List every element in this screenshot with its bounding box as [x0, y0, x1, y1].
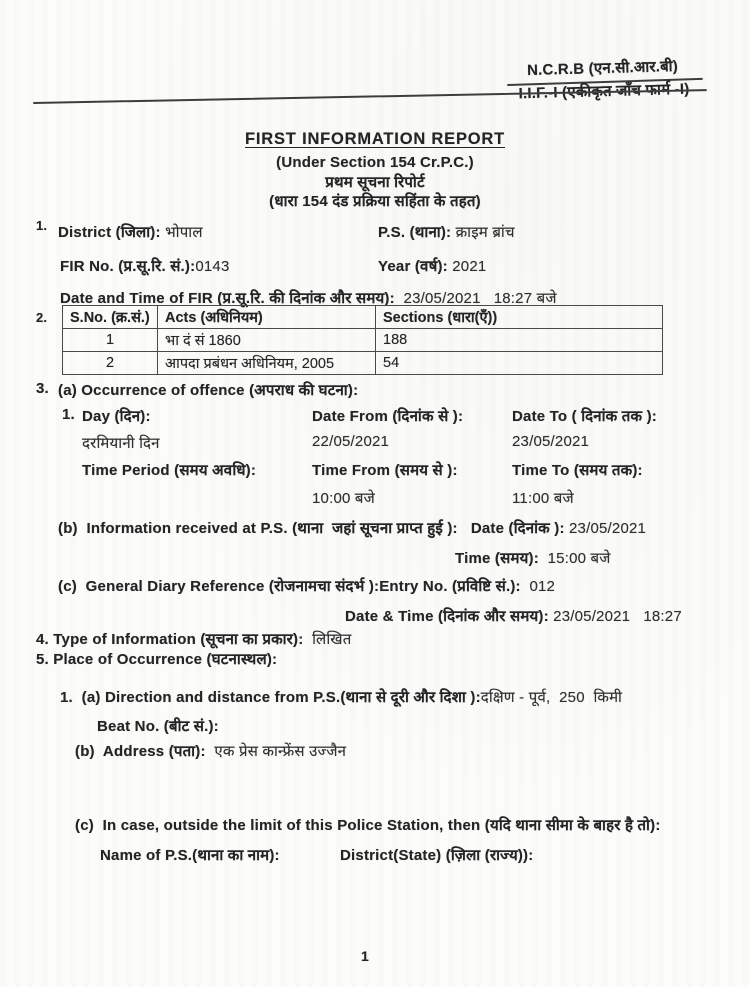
- fir-no-field: [60, 256, 230, 276]
- direction-item-number: 1.: [60, 689, 73, 706]
- gd-datetime-value: 23/05/2021 18:27: [553, 608, 682, 625]
- date-to-value: 23/05/2021: [512, 433, 590, 450]
- year-label: Year (वर्ष):: [378, 258, 453, 275]
- ps-field: [378, 222, 515, 242]
- title-hindi: प्रथम सूचना रिपोर्ट: [325, 174, 425, 191]
- district-field: [58, 222, 203, 242]
- gd-reference-field: [58, 576, 555, 596]
- fir-no-label: FIR No. (प्र.सू.रि. सं.):: [60, 258, 196, 275]
- info-received-time-value: 15:00 बजे: [547, 550, 611, 567]
- row1-sno: 1: [63, 329, 158, 352]
- district-state-label: District(State) (ज़िला (राज्य)):: [340, 847, 534, 864]
- gd-datetime-label: Date & Time (दिनांक और समय):: [345, 608, 554, 625]
- direction-distance-field: [60, 687, 622, 707]
- day-label: Day (दिन):: [82, 408, 151, 425]
- type-of-information-field: [36, 629, 352, 649]
- info-received-date-value: 23/05/2021: [569, 520, 647, 537]
- ps-name-label: Name of P.S.(थाना का नाम):: [100, 847, 280, 864]
- place-of-occurrence-heading: 5. Place of Occurrence (घटनास्थल):: [36, 651, 278, 668]
- date-to-label: Date To ( दिनांक तक ):: [512, 408, 657, 425]
- occurrence-heading: (a) Occurrence of offence (अपराध की घटना):: [58, 382, 359, 399]
- ps-label: P.S. (थाना):: [378, 224, 456, 241]
- year-field: [378, 256, 486, 276]
- title-hindi-under-section: (धारा 154 दंड प्रक्रिया सहिंता के तहत): [269, 193, 481, 210]
- page-number: 1: [361, 948, 369, 964]
- address-value: एक प्रेस कान्फ्रेंस उज्जैन: [214, 743, 347, 760]
- info-received-date-label: Date (दिनांक ):: [470, 520, 570, 537]
- ps-value: क्राइम ब्रांच: [455, 224, 515, 241]
- col-header-sno: S.No. (क्र.सं.): [63, 306, 158, 329]
- year-value: 2021: [452, 258, 487, 275]
- gd-datetime-field: [345, 606, 682, 626]
- fir-datetime-label: Date and Time of FIR (प्र.सू.रि. की दिनांक और समय):: [60, 290, 404, 307]
- iif-letterhead: I.I.F.-I (एकीकृत जाँच फार्म -I): [518, 80, 690, 103]
- report-title: [0, 130, 750, 149]
- table-header-row: [63, 306, 663, 329]
- row1-section: 188: [376, 329, 663, 352]
- table-row: [63, 352, 663, 375]
- time-to-value: 11:00 बजे: [512, 490, 574, 507]
- type-of-information-label: 4. Type of Information (सूचना का प्रकार):: [36, 631, 313, 648]
- gd-entry-value: 012: [529, 578, 556, 595]
- info-received-time-field: [455, 548, 611, 568]
- gd-reference-label: (c) General Diary Reference (रोजनामचा संदर्भ ):: [58, 578, 380, 595]
- ncrb-letterhead: N.C.R.B (एन.सी.आर.बी): [526, 57, 679, 80]
- report-title-text: FIRST INFORMATION REPORT: [245, 130, 505, 148]
- section3-number: 3.: [36, 380, 49, 397]
- info-received-time-label: Time (समय):: [455, 550, 548, 567]
- fir-no-value: 0143: [195, 258, 230, 275]
- time-from-value: 10:00 बजे: [312, 490, 375, 507]
- row2-section: 54: [376, 352, 663, 375]
- date-from-label: Date From (दिनांक से ):: [312, 408, 464, 425]
- date-from-value: 22/05/2021: [312, 433, 390, 450]
- district-label: District (जिला):: [58, 224, 166, 241]
- district-value: भोपाल: [165, 224, 203, 241]
- time-from-label: Time From (समय से ):: [312, 462, 458, 479]
- time-period-label: Time Period (समय अवधि):: [82, 462, 257, 479]
- section1-number: 1.: [36, 218, 48, 233]
- direction-distance-value: दक्षिण - पूर्व, 250 किमी: [480, 689, 623, 706]
- row2-sno: 2: [63, 352, 158, 375]
- beat-no-label: Beat No. (बीट सं.):: [97, 718, 219, 735]
- acts-sections-table: [62, 305, 663, 375]
- time-to-label: Time To (समय तक):: [512, 462, 643, 479]
- fir-datetime-value: 23/05/2021 18:27 बजे: [403, 290, 557, 307]
- occurrence-item-number: 1.: [62, 406, 75, 423]
- table-row: [63, 329, 663, 352]
- row1-act: भा दं सं 1860: [158, 329, 376, 352]
- col-header-sections: Sections (धारा(एँ)): [376, 306, 663, 329]
- info-received-label: (b) Information received at P.S. (थाना जहां सूचना प्राप्त हुई ):: [58, 520, 471, 537]
- type-of-information-value: लिखित: [312, 631, 352, 648]
- title-under-section: (Under Section 154 Cr.P.C.): [276, 154, 474, 171]
- gd-entry-label: Entry No. (प्रविष्टि सं.):: [379, 578, 530, 595]
- day-value: दरमियानी दिन: [82, 435, 160, 452]
- info-received-field: [58, 518, 646, 538]
- address-field: [75, 741, 346, 761]
- outside-limit-heading: (c) In case, outside the limit of this Police Station, then (यदि थाना सीमा के बाहर है तो):: [75, 817, 661, 834]
- section2-number: 2.: [36, 310, 48, 325]
- row2-act: आपदा प्रबंधन अधिनियम, 2005: [158, 352, 376, 375]
- col-header-acts: Acts (अधिनियम): [158, 306, 376, 329]
- address-label: (b) Address (पता):: [75, 743, 215, 760]
- direction-distance-label: (a) Direction and distance from P.S.(थाना से दूरी और दिशा ):: [81, 689, 481, 706]
